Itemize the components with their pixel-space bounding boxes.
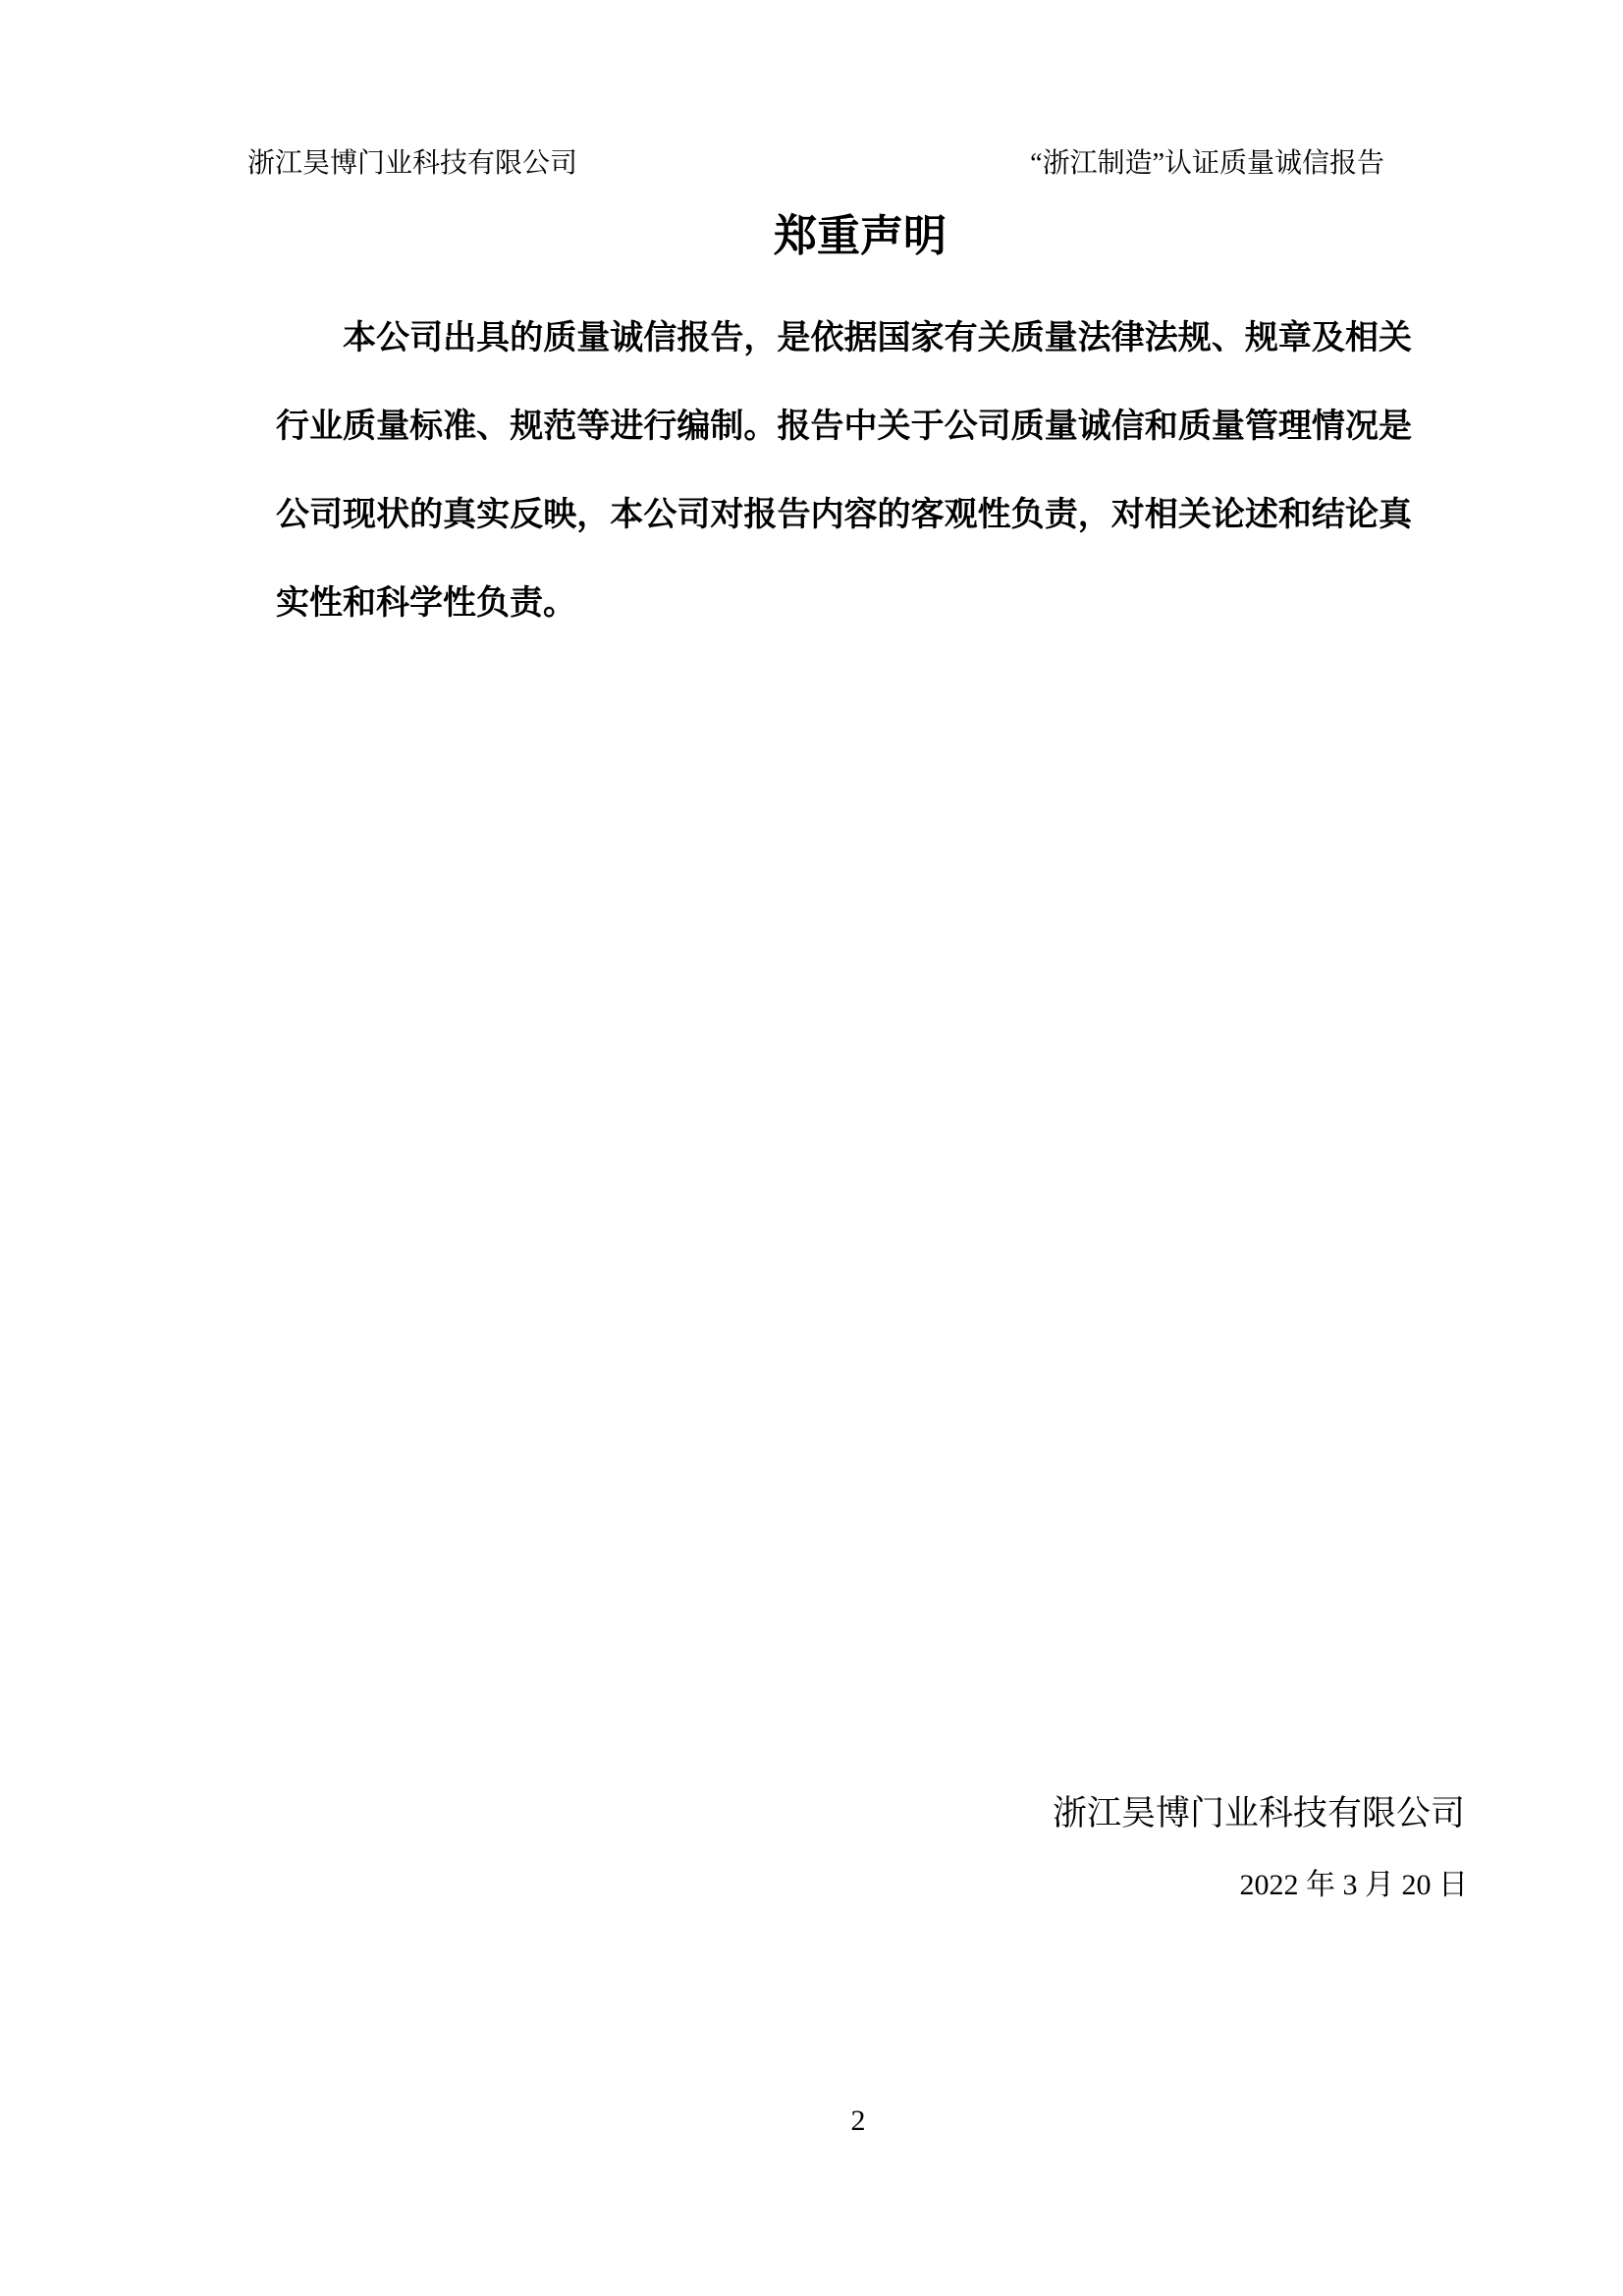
statement-line: 本公司出具的质量诚信报告，是依据国家有关质量法律法规、规章及相关 [343,320,1412,356]
statement-line: 行业质量标准、规范等进行编制。报告中关于公司质量诚信和质量管理情况是 [276,409,1412,445]
signature-company-name: 浙江昊博门业科技有限公司 [1052,1794,1465,1832]
statement-line: 公司现状的真实反映，本公司对报告内容的客观性负责，对相关论述和结论真 [276,497,1412,533]
page-title: 郑重声明 [774,212,947,260]
statement-paragraph [276,295,1412,648]
signature-date: 2022 年 3 月 20 日 [1239,1869,1468,1901]
header-company-name: 浙江昊博门业科技有限公司 [247,148,578,179]
statement-line: 实性和科学性负责。 [276,585,576,622]
header-report-title: “浙江制造”认证质量诚信报告 [1030,148,1384,179]
page-header [247,143,1384,185]
page-number: 2 [850,2105,866,2137]
